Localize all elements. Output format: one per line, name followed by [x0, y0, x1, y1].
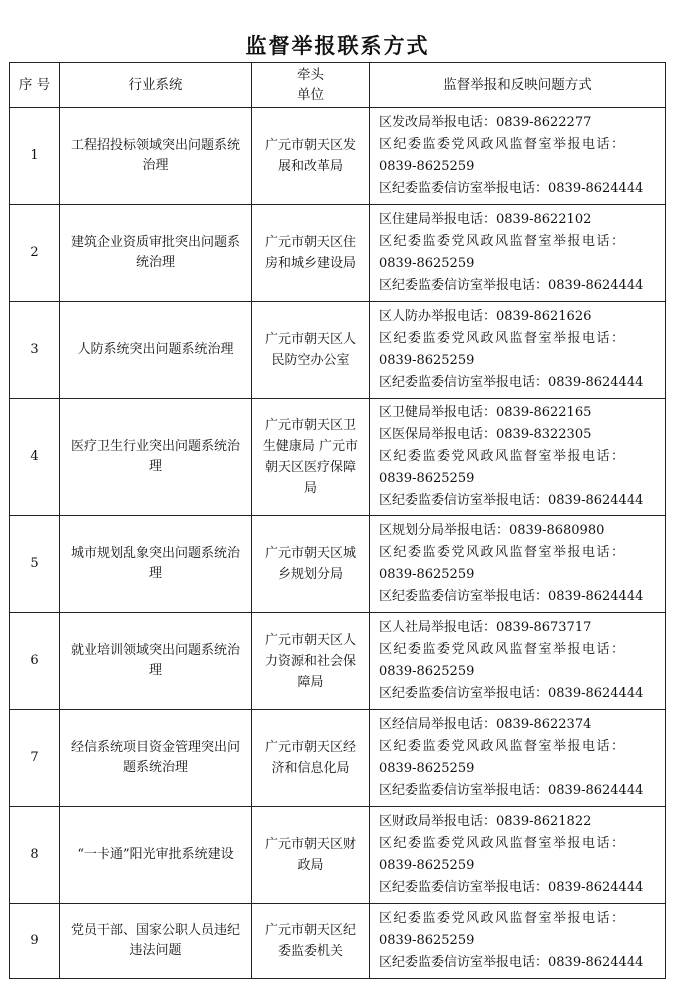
- row-lead-unit-text: 广元市朝天区纪委监委机关: [264, 923, 356, 959]
- row-system: “一卡通”阳光审批系统建设: [60, 807, 252, 904]
- contact-line: 0839-8625259: [379, 256, 475, 271]
- row-lead-unit-text: 广元市朝天区经济和信息化局: [264, 740, 356, 776]
- contact-line: 区住建局举报电话：0839-8622102: [379, 212, 592, 227]
- table-row: [10, 613, 666, 710]
- row-contact: [370, 807, 666, 904]
- row-number: 7: [10, 710, 60, 807]
- contact-line: 区卫健局举报电话：0839-8622165: [379, 405, 592, 420]
- row-contact: [370, 205, 666, 302]
- row-contact: [370, 108, 666, 205]
- header-unit: [252, 63, 370, 108]
- row-lead-unit: [252, 904, 370, 979]
- header-contact: 监督举报和反映问题方式: [370, 63, 666, 108]
- contact-line: 区纪委监委党风政风监督室举报电话：: [379, 137, 626, 152]
- contact-line: 区纪委监委党风政风监督室举报电话：: [379, 642, 626, 657]
- page-title: 监督举报联系方式: [245, 34, 430, 58]
- contact-line: 区纪委监委党风政风监督室举报电话：: [379, 234, 626, 249]
- row-number: 1: [10, 108, 60, 205]
- row-system: 建筑企业资质审批突出问题系统治理: [60, 205, 252, 302]
- row-system: 党员干部、国家公职人员违纪违法问题: [60, 904, 252, 979]
- row-lead-unit: [252, 108, 370, 205]
- row-lead-unit-text: 广元市朝天区人民防空办公室: [264, 332, 356, 368]
- contact-line: 区纪委监委信访室举报电话：0839-8624444: [379, 880, 644, 895]
- row-system: 就业培训领域突出问题系统治理: [60, 613, 252, 710]
- contact-line: 0839-8625259: [379, 159, 475, 174]
- row-contact: [370, 302, 666, 399]
- report-table: [9, 62, 666, 979]
- table-row: [10, 807, 666, 904]
- row-system: 城市规划乱象突出问题系统治理: [60, 516, 252, 613]
- row-system: 工程招投标领域突出问题系统治理: [60, 108, 252, 205]
- contact-line: 区发改局举报电话：0839-8622277: [379, 115, 592, 130]
- table-row: [10, 399, 666, 516]
- contact-line: 区规划分局举报电话：0839-8680980: [379, 523, 605, 538]
- row-lead-unit-text: 广元市朝天区财政局: [264, 837, 356, 873]
- row-number: 4: [10, 399, 60, 516]
- row-number: 3: [10, 302, 60, 399]
- table-row: [10, 205, 666, 302]
- row-lead-unit-text: 广元市朝天区城乡规划分局: [264, 546, 356, 582]
- row-lead-unit-text: 广元市朝天区住房和城乡建设局: [264, 235, 356, 271]
- contact-line: 区人防办举报电话：0839-8621626: [379, 309, 592, 324]
- contact-line: 区人社局举报电话：0839-8673717: [379, 620, 592, 635]
- contact-line: 区纪委监委党风政风监督室举报电话：: [379, 545, 626, 560]
- contact-line: 区纪委监委信访室举报电话：0839-8624444: [379, 375, 644, 390]
- row-lead-unit: [252, 613, 370, 710]
- table-row: [10, 710, 666, 807]
- row-system: 经信系统项目资金管理突出问题系统治理: [60, 710, 252, 807]
- contact-line: 0839-8625259: [379, 471, 475, 486]
- contact-line: 区纪委监委信访室举报电话：0839-8624444: [379, 686, 644, 701]
- row-lead-unit-text: 广元市朝天区卫生健康局 广元市朝天区医疗保障局: [262, 418, 359, 496]
- row-lead-unit-text: 广元市朝天区人力资源和社会保障局: [264, 632, 356, 690]
- row-number: 9: [10, 904, 60, 979]
- header-unit-line1: 牵头: [297, 67, 324, 83]
- contact-line: 区纪委监委信访室举报电话：0839-8624444: [379, 589, 644, 604]
- header-unit-line2: 单位: [297, 87, 324, 103]
- row-number: 2: [10, 205, 60, 302]
- contact-line: 0839-8625259: [379, 858, 475, 873]
- row-contact: [370, 399, 666, 516]
- row-lead-unit: [252, 516, 370, 613]
- contact-line: 区纪委监委党风政风监督室举报电话：: [379, 836, 626, 851]
- contact-line: 区纪委监委信访室举报电话：0839-8624444: [379, 278, 644, 293]
- table-row: [10, 516, 666, 613]
- row-contact: [370, 516, 666, 613]
- row-system: 医疗卫生行业突出问题系统治理: [60, 399, 252, 516]
- row-number: 6: [10, 613, 60, 710]
- row-contact: [370, 710, 666, 807]
- row-contact: [370, 904, 666, 979]
- contact-line: 区医保局举报电话：0839-8322305: [379, 427, 592, 442]
- table-body: [10, 108, 666, 979]
- table-row: [10, 302, 666, 399]
- row-contact: [370, 613, 666, 710]
- row-lead-unit: [252, 710, 370, 807]
- contact-line: 区纪委监委党风政风监督室举报电话：: [379, 331, 626, 346]
- header-no: 序 号: [10, 63, 60, 108]
- contact-line: 0839-8625259: [379, 761, 475, 776]
- row-lead-unit: [252, 205, 370, 302]
- row-lead-unit-text: 广元市朝天区发展和改革局: [264, 138, 356, 174]
- contact-line: 0839-8625259: [379, 664, 475, 679]
- contact-line: 区纪委监委党风政风监督室举报电话：: [379, 911, 626, 926]
- row-number: 8: [10, 807, 60, 904]
- contact-line: 0839-8625259: [379, 353, 475, 368]
- header-row: [10, 63, 666, 108]
- contact-line: 区纪委监委党风政风监督室举报电话：: [379, 449, 626, 464]
- contact-line: 区纪委监委信访室举报电话：0839-8624444: [379, 955, 644, 970]
- row-number: 5: [10, 516, 60, 613]
- contact-line: 区纪委监委党风政风监督室举报电话：: [379, 739, 626, 754]
- contact-line: 0839-8625259: [379, 567, 475, 582]
- contact-line: 区纪委监委信访室举报电话：0839-8624444: [379, 493, 644, 508]
- row-system: 人防系统突出问题系统治理: [60, 302, 252, 399]
- contact-line: 区财政局举报电话：0839-8621822: [379, 814, 592, 829]
- header-system: 行业系统: [60, 63, 252, 108]
- contact-line: 区纪委监委信访室举报电话：0839-8624444: [379, 783, 644, 798]
- contact-line: 区经信局举报电话：0839-8622374: [379, 717, 592, 732]
- table-row: [10, 108, 666, 205]
- table-row: [10, 904, 666, 979]
- contact-line: 0839-8625259: [379, 933, 475, 948]
- row-lead-unit: [252, 807, 370, 904]
- row-lead-unit: [252, 302, 370, 399]
- contact-line: 区纪委监委信访室举报电话：0839-8624444: [379, 181, 644, 196]
- row-lead-unit: [252, 399, 370, 516]
